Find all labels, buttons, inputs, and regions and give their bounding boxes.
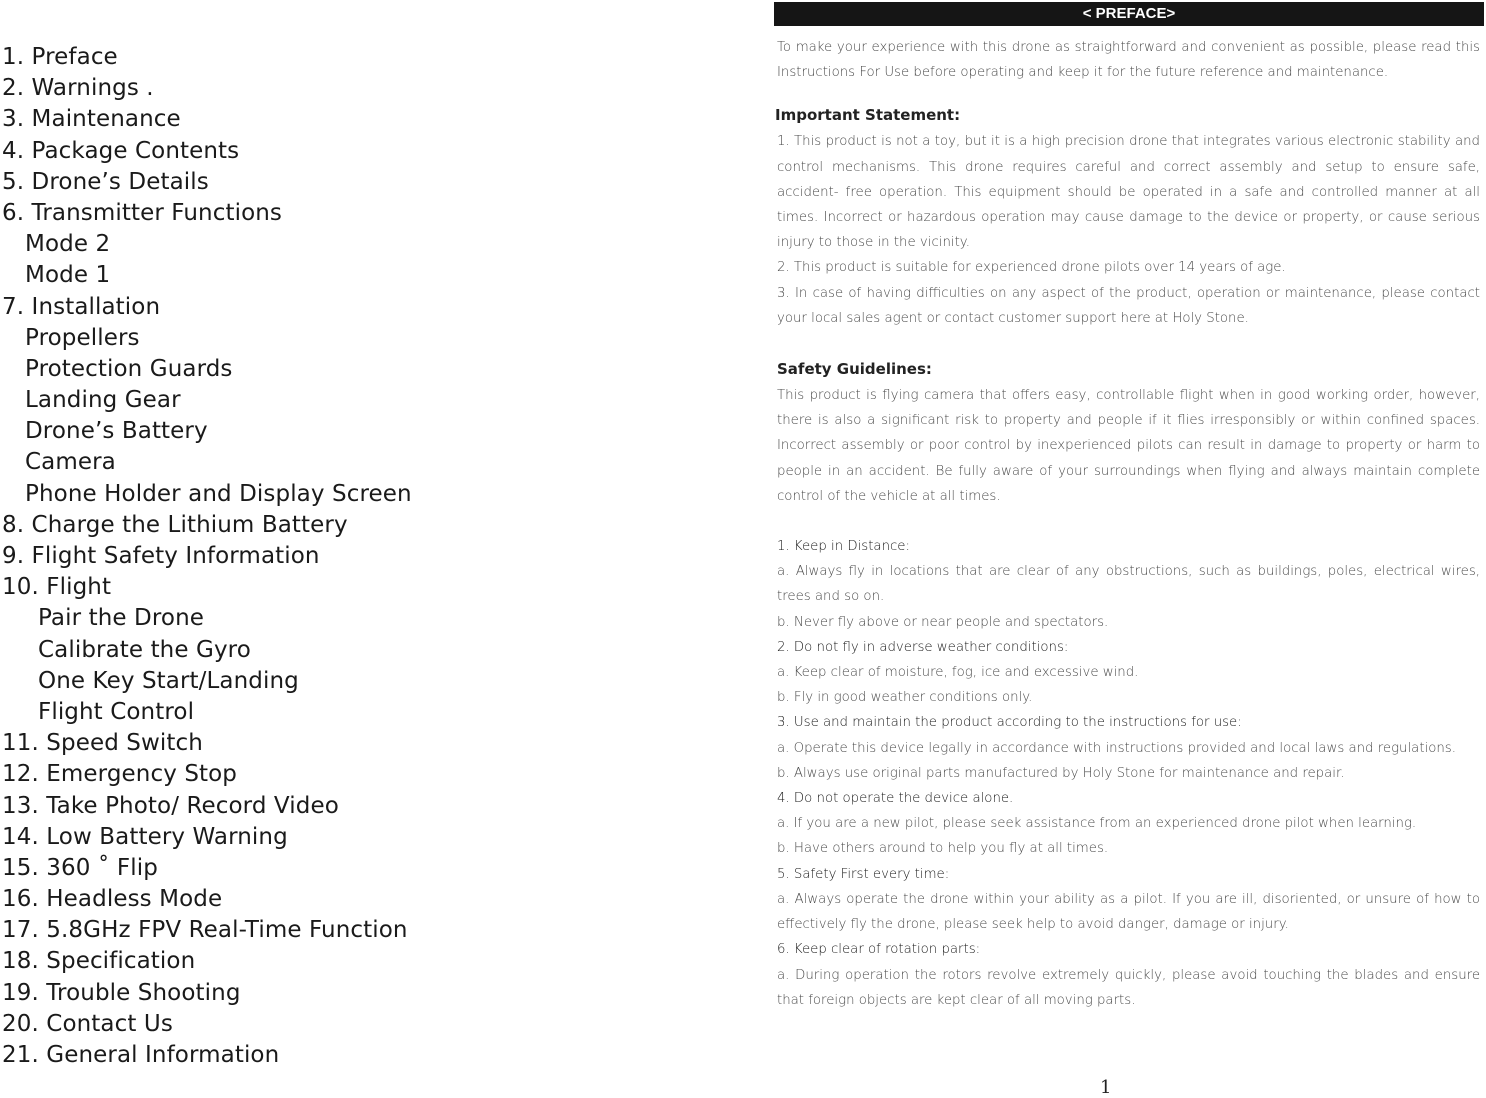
rule-title: 4. Do not operate the device alone. — [777, 791, 1014, 807]
toc-subitem: Drone’s Battery — [25, 418, 208, 445]
toc-item: 14. Low Battery Warning — [2, 823, 288, 850]
toc-item: 15. 360 ˚ Flip — [2, 854, 158, 881]
toc-item: 20. Contact Us — [2, 1010, 173, 1037]
intro-paragraph: To make your experience with this drone as straightforward and convenient as possible, please read this Instructions For Use before operating and keep it for the future reference and maintenance. — [777, 40, 1480, 81]
rule-title: 3. Use and maintain the product according to the instructions for use: — [777, 715, 1242, 731]
toc-item: 8. Charge the Lithium Battery — [2, 511, 348, 538]
toc-subitem: Camera — [25, 449, 116, 476]
safety-guidelines-heading: Safety Guidelines: — [777, 360, 932, 379]
toc-subitem: One Key Start/Landing — [38, 667, 299, 694]
toc-item: 19. Trouble Shooting — [2, 979, 241, 1006]
rule-item: b. Never fly above or near people and spectators. — [777, 614, 1109, 630]
toc-item: 11. Speed Switch — [2, 730, 203, 757]
toc-item: 17. 5.8GHz FPV Real-Time Function — [2, 917, 408, 944]
important-statement-2: 2. This product is suitable for experienced drone pilots over 14 years of age. — [777, 260, 1286, 276]
toc-subitem: Propellers — [25, 324, 140, 351]
rule-title: 6. Keep clear of rotation parts: — [777, 942, 981, 958]
toc-item: 18. Specification — [2, 948, 196, 975]
toc-item: 7. Installation — [2, 293, 161, 320]
toc-subitem: Phone Holder and Display Screen — [25, 480, 412, 507]
rule-item: a. If you are a new pilot, please seek assistance from an experienced drone pilot when learning. — [777, 816, 1417, 832]
toc-item: 5. Drone’s Details — [2, 168, 209, 195]
toc-subitem: Flight Control — [38, 698, 195, 725]
preface-header-bar: < PREFACE> — [774, 2, 1484, 26]
toc-item: 16. Headless Mode — [2, 886, 223, 913]
rule-title: 5. Safety First every time: — [777, 866, 950, 882]
toc-item: 3. Maintenance — [2, 106, 181, 133]
toc-subitem: Pair the Drone — [38, 605, 205, 632]
toc-subitem: Calibrate the Gyro — [38, 636, 251, 663]
rule-item: a. Always operate the drone within your ability as a pilot. If you are ill, disoriented, or unsure of how to effectively fly the drone, please seek help to avoid danger, damage or injury. — [777, 891, 1480, 933]
rule-item: a. Keep clear of moisture, fog, ice and excessive wind. — [777, 665, 1139, 681]
toc-item: 10. Flight — [2, 574, 112, 601]
toc-item: 2. Warnings . — [2, 75, 154, 102]
preface-page — [777, 35, 1480, 1013]
rule-item: b. Always use original parts manufactured by Holy Stone for maintenance and repair. — [777, 765, 1345, 781]
rule-item: b. Have others around to help you fly at all times. — [777, 841, 1109, 857]
toc-subitem: Mode 2 — [25, 231, 111, 258]
toc-item: 4. Package Contents — [2, 137, 240, 164]
safety-intro-paragraph: This product is flying camera that offers easy, controllable flight when in good working order, however, there is also a significant risk to property and people if it flies irresponsibly or within confined spaces. Incorrect assembly or poor control by inexperienced pilots can result in damage to property or harm to people in an accident. Be fully aware of your surroundings when flying and always maintain complete control of the vehicle at all times. — [777, 388, 1480, 504]
toc-item: 6. Transmitter Functions — [2, 199, 282, 226]
toc-item: 21. General Information — [2, 1042, 280, 1068]
rule-title: 1. Keep in Distance: — [777, 539, 910, 555]
rule-item: a. Always fly in locations that are clear of any obstructions, such as buildings, poles, electrical wires, trees and so on. — [777, 564, 1480, 605]
toc-subitem: Mode 1 — [25, 262, 111, 289]
toc-item: 13. Take Photo/ Record Video — [2, 792, 339, 819]
toc-subitem: Landing Gear — [25, 387, 181, 414]
table-of-contents — [2, 42, 702, 1071]
toc-item: 9. Flight Safety Information — [2, 543, 320, 569]
toc-item: 12. Emergency Stop — [2, 761, 238, 788]
toc-item: 1. Preface — [2, 44, 118, 70]
page-number: 1 — [1100, 1077, 1112, 1098]
rule-item: b. Fly in good weather conditions only. — [777, 690, 1033, 706]
important-statement-3: 3. In case of having difficulties on any aspect of the product, operation or maintenance, please contact your local sales agent or contact customer support here at Holy Stone. — [777, 285, 1480, 326]
important-statement-heading: Important Statement: — [775, 106, 961, 125]
rule-item: a. During operation the rotors revolve extremely quickly, please avoid touching the blades and ensure that foreign objects are kept clear of all moving parts. — [777, 967, 1480, 1008]
rule-item: a. Operate this device legally in accordance with instructions provided and local laws and regulations. — [777, 740, 1456, 756]
important-statement-1: 1. This product is not a toy, but it is a high precision drone that integrates various electronic stability and control mechanisms. This drone requires careful and correct assembly and setup to ensure safe, accident- free operation. This equipment should be operated in a safe and controlled manner at all times. Incorrect or hazardous operation may cause damage to the device or property, or cause serious injury to those in the vicinity. — [777, 134, 1480, 251]
toc-subitem: Protection Guards — [25, 355, 233, 382]
rule-title: 2. Do not fly in adverse weather conditions: — [777, 639, 1069, 655]
